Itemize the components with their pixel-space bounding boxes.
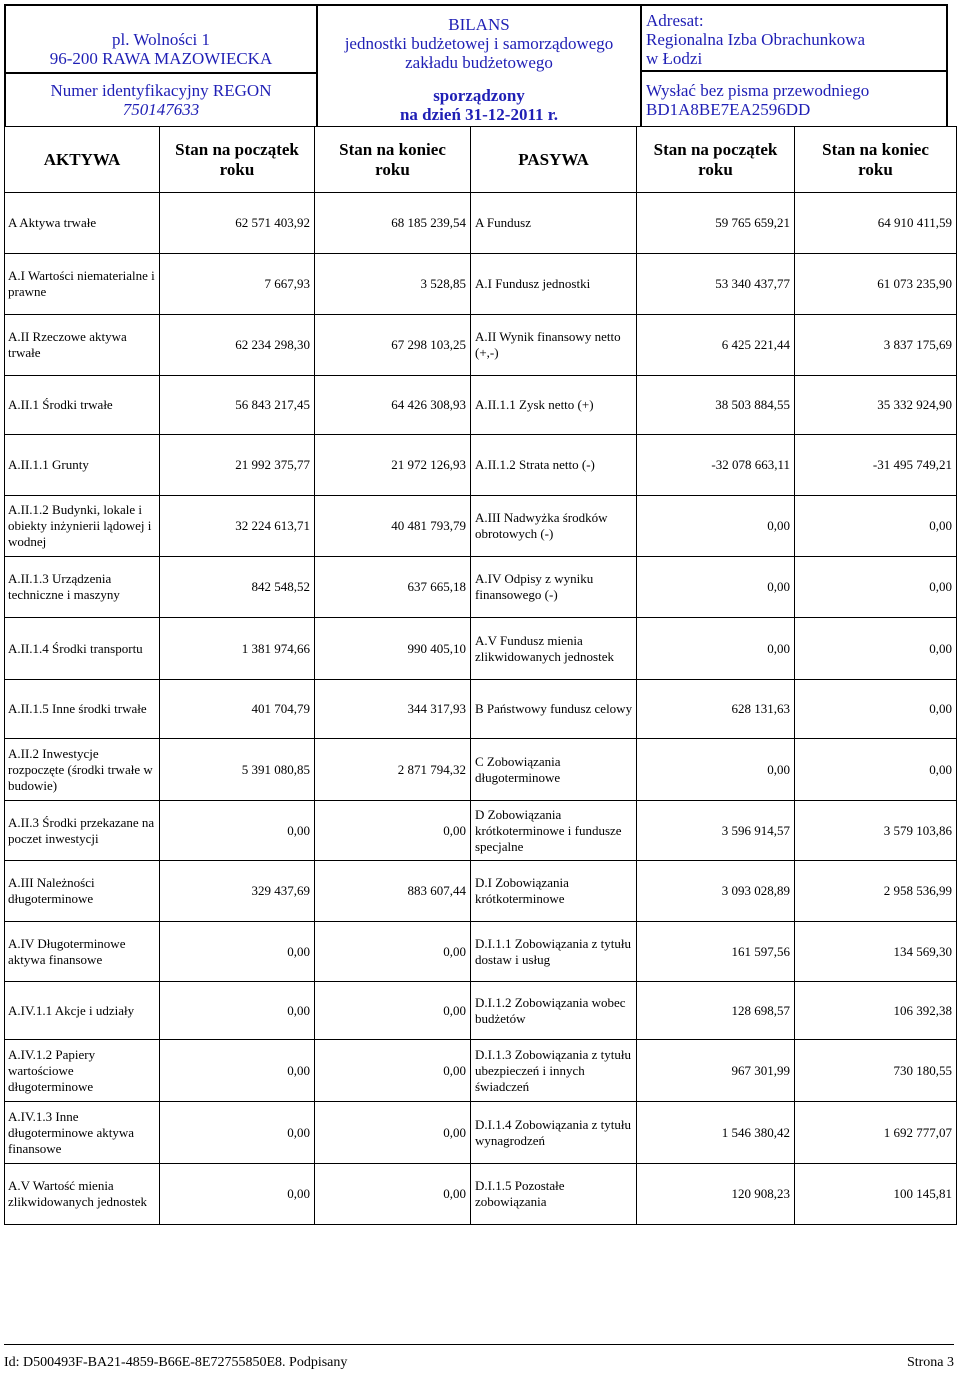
liability-end-value: 1 692 777,07: [795, 1102, 957, 1164]
liability-label: D Zobowiązania krótkoterminowe i fundusze specjalne: [471, 801, 637, 861]
asset-start-value: 1 381 974,66: [160, 618, 315, 680]
asset-label: A.IV.1.1 Akcje i udziały: [5, 982, 160, 1040]
liability-end-value: 0,00: [795, 680, 957, 739]
liability-start-value: 59 765 659,21: [637, 193, 795, 254]
regon-label: Numer identyfikacyjny REGON: [50, 81, 272, 100]
asset-end-value: 2 871 794,32: [315, 739, 471, 801]
liability-label: D.I.1.1 Zobowiązania z tytułu dostaw i usług: [471, 922, 637, 982]
document-id: Id: D500493F-BA21-4859-B66E-8E72755850E8. Podpisany: [4, 1355, 348, 1370]
liability-label: D.I.1.2 Zobowiązania wobec budżetów: [471, 982, 637, 1040]
liability-end-value: 100 145,81: [795, 1164, 957, 1225]
table-row: [5, 801, 957, 861]
liability-label: A.III Nadwyżka środków obrotowych (-): [471, 496, 637, 557]
asset-end-value: 990 405,10: [315, 618, 471, 680]
table-row: [5, 982, 957, 1040]
asset-end-value: 0,00: [315, 1164, 471, 1225]
liability-start-value: 0,00: [637, 557, 795, 618]
liability-start-value: 3 093 028,89: [637, 861, 795, 922]
liability-label: A.II.1.1 Zysk netto (+): [471, 376, 637, 435]
liability-label: C Zobowiązania długoterminowe: [471, 739, 637, 801]
table-row: [5, 739, 957, 801]
asset-end-value: 68 185 239,54: [315, 193, 471, 254]
regon-value: 750147633: [122, 100, 200, 119]
asset-start-value: 0,00: [160, 1102, 315, 1164]
col-header-liabilities-end: Stan na koniec roku: [795, 127, 957, 193]
liability-start-value: 161 597,56: [637, 922, 795, 982]
liability-end-value: 64 910 411,59: [795, 193, 957, 254]
liability-end-value: 3 579 103,86: [795, 801, 957, 861]
liability-end-value: 3 837 175,69: [795, 315, 957, 376]
asset-end-value: 883 607,44: [315, 861, 471, 922]
liability-label: A Fundusz: [471, 193, 637, 254]
table-row: [5, 435, 957, 496]
liability-end-value: 0,00: [795, 496, 957, 557]
asset-label: A.II.1.3 Urządzenia techniczne i maszyny: [5, 557, 160, 618]
asset-label: A.I Wartości niematerialne i prawne: [5, 254, 160, 315]
asset-start-value: 0,00: [160, 801, 315, 861]
asset-start-value: 0,00: [160, 1164, 315, 1225]
asset-start-value: 0,00: [160, 922, 315, 982]
asset-end-value: 64 426 308,93: [315, 376, 471, 435]
addressee-cell: [642, 6, 946, 126]
asset-label: A.III Należności długoterminowe: [5, 861, 160, 922]
col-header-assets-start: Stan na początek roku: [160, 127, 315, 193]
document-title: BILANS: [448, 15, 510, 34]
balance-table: [4, 126, 957, 1225]
table-row: [5, 680, 957, 739]
liability-start-value: -32 078 663,11: [637, 435, 795, 496]
asset-end-value: 0,00: [315, 801, 471, 861]
liability-end-value: -31 495 749,21: [795, 435, 957, 496]
table-row: [5, 193, 957, 254]
title-cell: [318, 6, 642, 126]
liability-start-value: 3 596 914,57: [637, 801, 795, 861]
asset-start-value: 401 704,79: [160, 680, 315, 739]
liability-end-value: 0,00: [795, 557, 957, 618]
liability-start-value: 120 908,23: [637, 1164, 795, 1225]
liability-start-value: 38 503 884,55: [637, 376, 795, 435]
document-header: [4, 4, 948, 126]
table-row: [5, 376, 957, 435]
liability-label: D.I.1.5 Pozostałe zobowiązania: [471, 1164, 637, 1225]
document-subtitle-line1: jednostki budżetowej i samorządowego: [344, 34, 614, 53]
asset-start-value: 329 437,69: [160, 861, 315, 922]
liability-label: A.I Fundusz jednostki: [471, 254, 637, 315]
liability-end-value: 35 332 924,90: [795, 376, 957, 435]
liability-label: D.I Zobowiązania krótkoterminowe: [471, 861, 637, 922]
liability-label: D.I.1.4 Zobowiązania z tytułu wynagrodzeń: [471, 1102, 637, 1164]
table-row: [5, 1164, 957, 1225]
liability-start-value: 1 546 380,42: [637, 1102, 795, 1164]
address-line2: 96-200 RAWA MAZOWIECKA: [49, 49, 273, 68]
liability-end-value: 106 392,38: [795, 982, 957, 1040]
table-row: [5, 557, 957, 618]
asset-end-value: 0,00: [315, 922, 471, 982]
asset-start-value: 32 224 613,71: [160, 496, 315, 557]
asset-end-value: 40 481 793,79: [315, 496, 471, 557]
asset-start-value: 21 992 375,77: [160, 435, 315, 496]
table-row: [5, 922, 957, 982]
table-header-row: [5, 127, 957, 193]
asset-end-value: 0,00: [315, 982, 471, 1040]
liability-end-value: 2 958 536,99: [795, 861, 957, 922]
asset-start-value: 62 571 403,92: [160, 193, 315, 254]
asset-end-value: 637 665,18: [315, 557, 471, 618]
liability-start-value: 0,00: [637, 618, 795, 680]
asset-end-value: 21 972 126,93: [315, 435, 471, 496]
col-header-liabilities-start: Stan na początek roku: [637, 127, 795, 193]
send-code: BD1A8BE7EA2596DD: [646, 100, 811, 119]
liability-end-value: 0,00: [795, 618, 957, 680]
asset-start-value: 56 843 217,45: [160, 376, 315, 435]
addressee-label: Adresat:: [646, 11, 704, 30]
liability-label: A.II Wynik finansowy netto (+,-): [471, 315, 637, 376]
liability-start-value: 0,00: [637, 496, 795, 557]
prepared-date: na dzień 31-12-2011 r.: [399, 105, 559, 124]
liability-start-value: 628 131,63: [637, 680, 795, 739]
asset-label: A.II Rzeczowe aktywa trwałe: [5, 315, 160, 376]
page-footer: [4, 1344, 954, 1371]
asset-label: A.II.2 Inwestycje rozpoczęte (środki trwałe w budowie): [5, 739, 160, 801]
unit-info-cell: [6, 6, 318, 126]
asset-start-value: 0,00: [160, 982, 315, 1040]
asset-label: A.IV.1.3 Inne długoterminowe aktywa finansowe: [5, 1102, 160, 1164]
asset-end-value: 0,00: [315, 1102, 471, 1164]
addressee-line2: w Łodzi: [646, 49, 703, 68]
asset-label: A Aktywa trwałe: [5, 193, 160, 254]
asset-start-value: 5 391 080,85: [160, 739, 315, 801]
asset-end-value: 67 298 103,25: [315, 315, 471, 376]
table-row: [5, 254, 957, 315]
asset-label: A.II.1.2 Budynki, lokale i obiekty inżynierii lądowej i wodnej: [5, 496, 160, 557]
liability-label: B Państwowy fundusz celowy: [471, 680, 637, 739]
asset-label: A.II.1 Środki trwałe: [5, 376, 160, 435]
liability-end-value: 134 569,30: [795, 922, 957, 982]
liability-start-value: 0,00: [637, 739, 795, 801]
addressee-line1: Regionalna Izba Obrachunkowa: [646, 30, 866, 49]
prepared-line1: sporządzony: [433, 86, 525, 105]
liability-label: D.I.1.3 Zobowiązania z tytułu ubezpieczeń i innych świadczeń: [471, 1040, 637, 1102]
col-header-assets-end: Stan na koniec roku: [315, 127, 471, 193]
asset-label: A.IV.1.2 Papiery wartościowe długoterminowe: [5, 1040, 160, 1102]
asset-label: A.II.1.5 Inne środki trwałe: [5, 680, 160, 739]
asset-label: A.II.1.4 Środki transportu: [5, 618, 160, 680]
liability-end-value: 0,00: [795, 739, 957, 801]
asset-start-value: 842 548,52: [160, 557, 315, 618]
col-header-assets: AKTYWA: [5, 127, 160, 193]
liability-start-value: 128 698,57: [637, 982, 795, 1040]
table-row: [5, 1102, 957, 1164]
table-row: [5, 496, 957, 557]
liability-start-value: 967 301,99: [637, 1040, 795, 1102]
asset-label: A.II.1.1 Grunty: [5, 435, 160, 496]
table-row: [5, 1040, 957, 1102]
asset-start-value: 7 667,93: [160, 254, 315, 315]
liability-start-value: 6 425 221,44: [637, 315, 795, 376]
liability-label: A.IV Odpisy z wyniku finansowego (-): [471, 557, 637, 618]
asset-start-value: 0,00: [160, 1040, 315, 1102]
asset-end-value: 3 528,85: [315, 254, 471, 315]
liability-end-value: 730 180,55: [795, 1040, 957, 1102]
asset-label: A.V Wartość mienia zlikwidowanych jednostek: [5, 1164, 160, 1225]
liability-label: A.V Fundusz mienia zlikwidowanych jednostek: [471, 618, 637, 680]
address-line1: pl. Wolności 1: [112, 30, 210, 49]
send-instruction: Wysłać bez pisma przewodniego: [646, 81, 870, 100]
table-row: [5, 315, 957, 376]
asset-start-value: 62 234 298,30: [160, 315, 315, 376]
table-row: [5, 861, 957, 922]
document-subtitle-line2: zakładu budżetowego: [405, 53, 553, 72]
asset-label: A.II.3 Środki przekazane na poczet inwestycji: [5, 801, 160, 861]
liability-label: A.II.1.2 Strata netto (-): [471, 435, 637, 496]
asset-end-value: 344 317,93: [315, 680, 471, 739]
page-number: Strona 3: [906, 1355, 954, 1370]
asset-end-value: 0,00: [315, 1040, 471, 1102]
liability-start-value: 53 340 437,77: [637, 254, 795, 315]
liability-end-value: 61 073 235,90: [795, 254, 957, 315]
col-header-liabilities: PASYWA: [471, 127, 637, 193]
table-row: [5, 618, 957, 680]
asset-label: A.IV Długoterminowe aktywa finansowe: [5, 922, 160, 982]
